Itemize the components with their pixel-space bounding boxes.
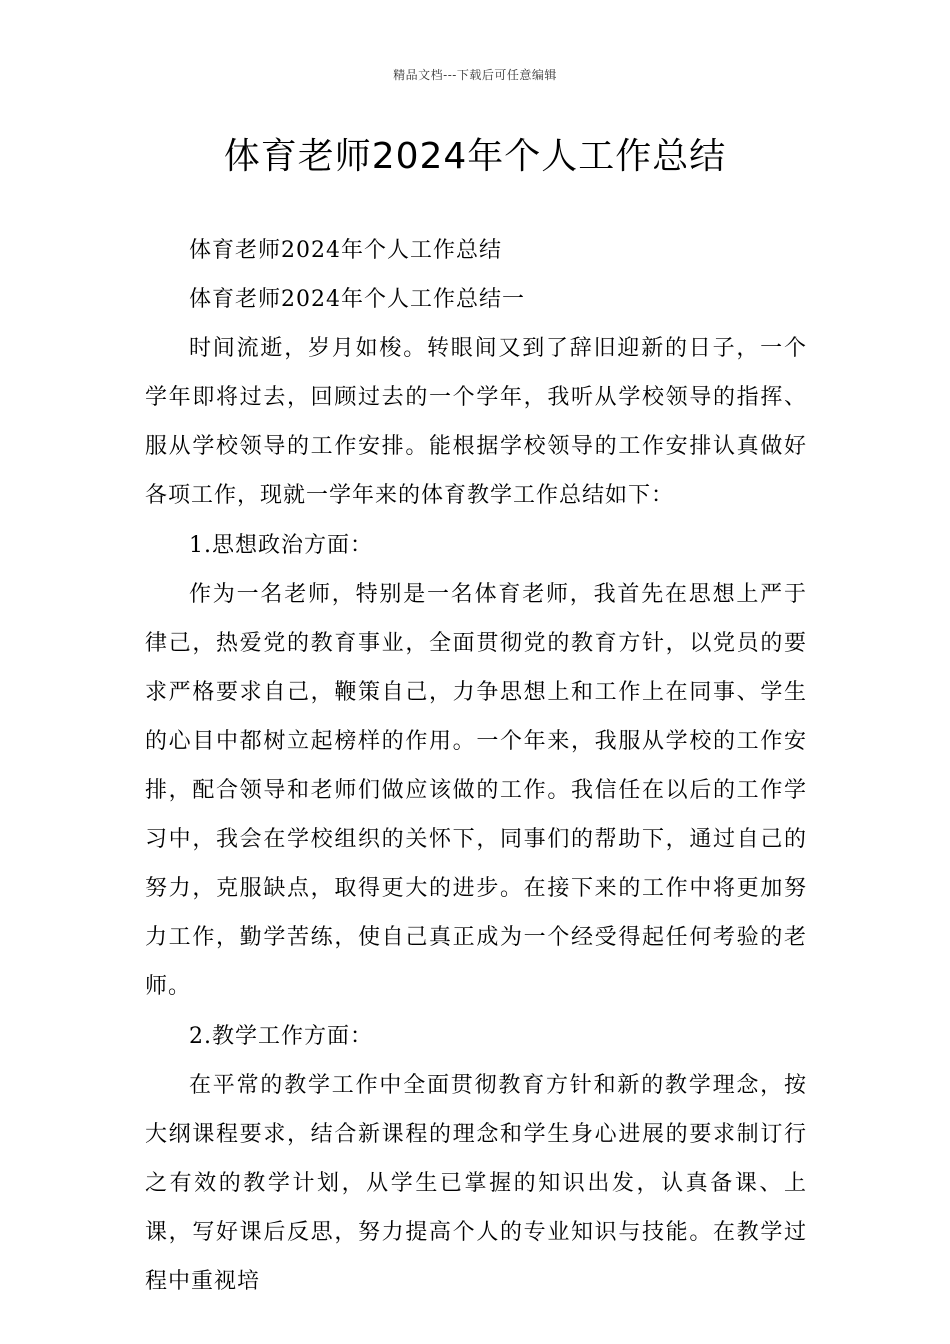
document-body: [145, 226, 807, 1306]
paragraph-teaching-work: 在平常的教学工作中全面贯彻教育方针和新的教学理念，按大纲课程要求，结合新课程的理念和学生身心进展的要求制订行之有效的教学计划，从学生已掌握的知识出发，认真备课、上课，写好课后反思，努力提高个人的专业知识与技能。在教学过程中重视培: [145, 1072, 807, 1294]
heading-teaching-work: 2.教学工作方面：: [189, 1023, 373, 1049]
document-title: 体育老师2024年个人工作总结: [223, 136, 727, 177]
paragraph-subtitle: 体育老师2024年个人工作总结: [189, 238, 502, 263]
paragraph-political-thought: 作为一名老师，特别是一名体育老师，我首先在思想上严于律己，热爱党的教育事业，全面贯彻党的教育方针，以党员的要求严格要求自己，鞭策自己，力争思想上和工作上在同事、学生的心目中都树立起榜样的作用。一个年来，我服从学校的工作安排，配合领导和老师们做应该做的工作。我信任在以后的工作学习中，我会在学校组织的关怀下，同事们的帮助下，通过自己的努力，克服缺点，取得更大的进步。在接下来的工作中将更加努力工作，勤学苦练，使自己真正成为一个经受得起任何考验的老师。: [145, 581, 807, 1000]
paragraph-intro: 时间流逝，岁月如梭。转眼间又到了辞旧迎新的日子，一个学年即将过去，回顾过去的一个学年，我听从学校领导的指挥、服从学校领导的工作安排。能根据学校领导的工作安排认真做好各项工作，现就一学年来的体育教学工作总结如下：: [145, 336, 807, 509]
paragraph-section-title: 体育老师2024年个人工作总结一: [189, 287, 525, 313]
heading-political-thought: 1.思想政治方面：: [189, 532, 373, 558]
page-header-note: 精品文档---下载后可任意编辑: [393, 68, 557, 82]
